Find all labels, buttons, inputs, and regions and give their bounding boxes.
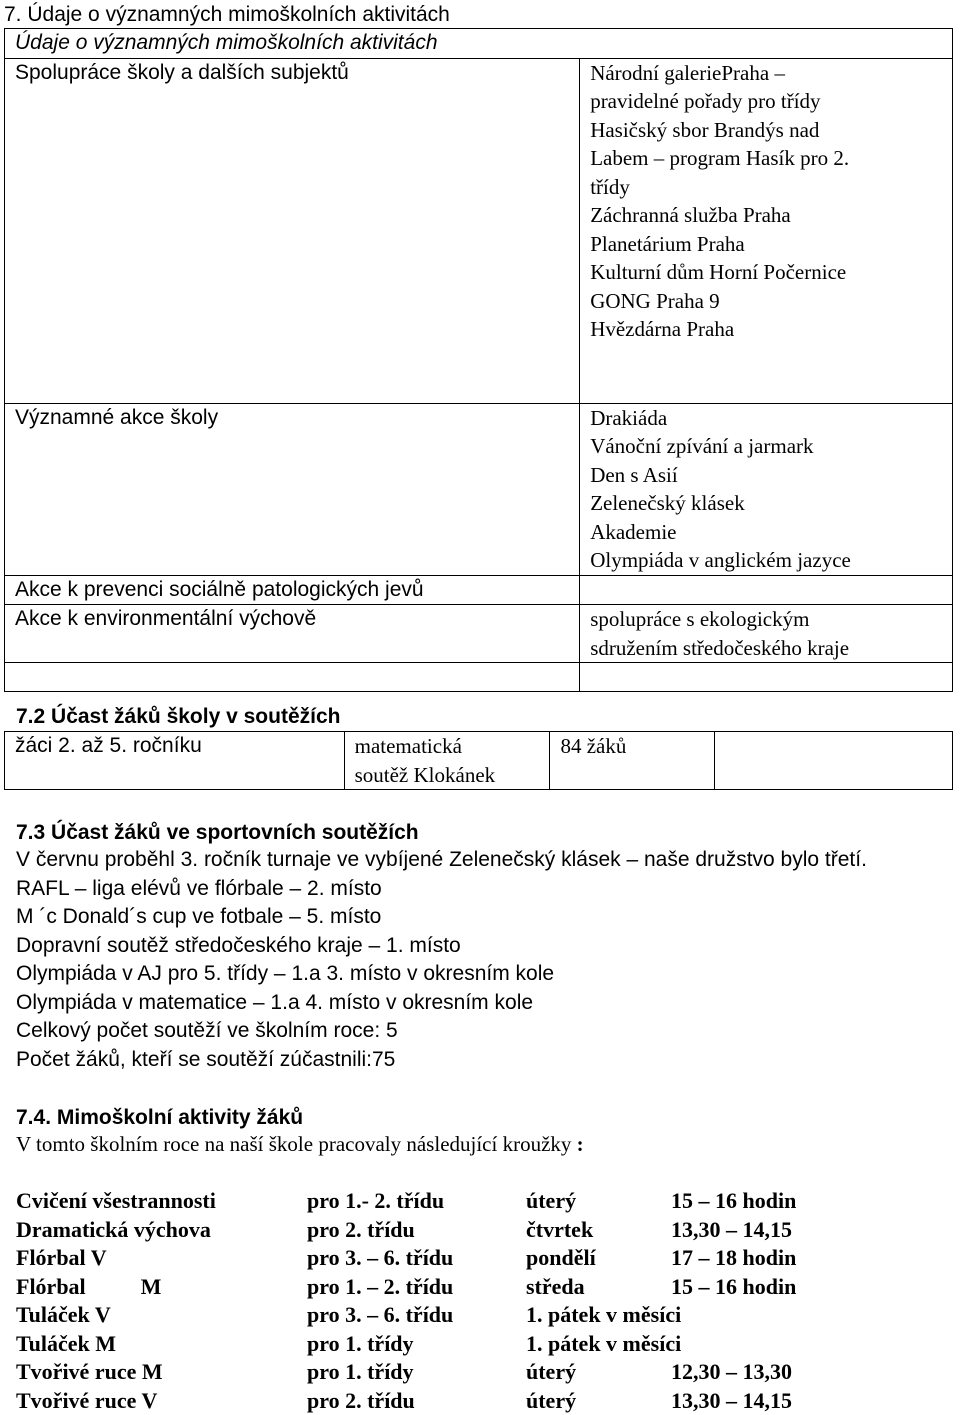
club-day: pondělí [526, 1244, 596, 1273]
club-name: Cvičení všestrannosti [16, 1187, 216, 1216]
clubs-intro [16, 1130, 584, 1159]
list-item: GONG Praha 9 [590, 287, 952, 316]
environment-list [580, 605, 953, 663]
club-time: 13,30 – 14,15 [671, 1216, 792, 1245]
list-item: Záchranná služba Praha [590, 201, 952, 230]
table-caption-row [5, 29, 953, 59]
row-label: Akce k prevenci sociálně patologických jevů [5, 575, 580, 605]
list-item: sdružením středočeského kraje [590, 634, 952, 663]
club-name: Tvořivé ruce M [16, 1358, 163, 1387]
empty-cell [715, 732, 953, 790]
club-class: pro 3. – 6. třídu [307, 1244, 453, 1273]
club-time: 15 – 16 hodin [671, 1273, 796, 1302]
club-name: Flórbal V [16, 1244, 107, 1273]
row-label: Významné akce školy [5, 403, 580, 575]
pupil-count: 84 žáků [550, 732, 715, 790]
club-day: úterý [526, 1358, 576, 1387]
competitions-table [4, 731, 953, 790]
club-time: 13,30 – 14,15 [671, 1387, 792, 1415]
section-74-heading: 7.4. Mimoškolní aktivity žáků [16, 1105, 303, 1131]
sports-results [16, 846, 867, 1074]
clubs-intro-block [16, 1130, 584, 1159]
club-class: pro 1.- 2. třídu [307, 1187, 444, 1216]
table-row [5, 575, 953, 605]
club-day: čtvrtek [526, 1216, 593, 1245]
section-72-heading: 7.2 Účast žáků školy v soutěžích [16, 704, 340, 730]
club-day: úterý [526, 1187, 576, 1216]
row-label: Spolupráce školy a dalších subjektů [5, 58, 580, 403]
result-line: V červnu proběhl 3. ročník turnaje ve vybíjené Zelenečský klásek – naše družstvo bylo třetí. [16, 846, 867, 875]
list-item: Národní galeriePraha – [590, 59, 952, 88]
prevention-cell [580, 575, 953, 605]
list-item: Olympiáda v anglickém jazyce [590, 546, 952, 575]
list-item: Drakiáda [590, 404, 952, 433]
events-list [580, 403, 953, 575]
result-line: Olympiáda v AJ pro 5. třídy – 1.a 3. místo v okresním kole [16, 960, 867, 989]
section-73-heading: 7.3 Účast žáků ve sportovních soutěžích [16, 820, 419, 846]
result-line: M ´c Donald´s cup ve fotbale – 5. místo [16, 903, 867, 932]
club-time: 15 – 16 hodin [671, 1187, 796, 1216]
contest-name [344, 732, 550, 790]
table-row [5, 403, 953, 575]
list-item: spolupráce s ekologickým [590, 605, 952, 634]
list-item: Zelenečský klásek [590, 489, 952, 518]
club-time: 17 – 18 hodin [671, 1244, 796, 1273]
activities-table [4, 28, 953, 692]
club-class: pro 1. třídy [307, 1358, 414, 1387]
club-class: pro 3. – 6. třídu [307, 1301, 453, 1330]
list-item: Hvězdárna Praha [590, 315, 952, 344]
list-item: Kulturní dům Horní Počernice [590, 258, 952, 287]
result-line: Celkový počet soutěží ve školním roce: 5 [16, 1017, 867, 1046]
club-name: Tvořivé ruce V [16, 1387, 157, 1415]
list-item: Vánoční zpívání a jarmark [590, 432, 952, 461]
club-day: úterý [526, 1387, 576, 1415]
clubs-intro-colon: : [577, 1132, 584, 1156]
list-item: Hasičský sbor Brandýs nad [590, 116, 952, 145]
club-class: pro 2. třídu [307, 1387, 415, 1415]
result-line: Počet žáků, kteří se soutěží zúčastnili:75 [16, 1046, 867, 1075]
list-item: třídy [590, 173, 952, 202]
contest-name-line: soutěž Klokánek [355, 761, 550, 790]
list-item: Den s Asií [590, 461, 952, 490]
list-item: Planetárium Praha [590, 230, 952, 259]
club-class: pro 1. třídy [307, 1330, 414, 1359]
club-time: 12,30 – 13,30 [671, 1358, 792, 1387]
table-row [5, 663, 953, 692]
clubs-intro-text: V tomto školním roce na naší škole pracovaly následující kroužky [16, 1132, 577, 1156]
table-row [5, 605, 953, 663]
club-class: pro 2. třídu [307, 1216, 415, 1245]
result-line: Olympiáda v matematice – 1.a 4. místo v okresním kole [16, 989, 867, 1018]
empty-cell [5, 663, 580, 692]
club-name: Dramatická výchova [16, 1216, 211, 1245]
contest-name-line: matematická [355, 732, 550, 761]
list-item: Labem – program Hasík pro 2. [590, 144, 952, 173]
empty-cell [580, 663, 953, 692]
club-day: 1. pátek v měsíci [526, 1301, 681, 1330]
section-7-heading: 7. Údaje o významných mimoškolních aktivitách [4, 2, 450, 28]
cooperation-list [580, 58, 953, 403]
table-row [5, 58, 953, 403]
club-class: pro 1. – 2. třídu [307, 1273, 453, 1302]
club-name: Flórbal M [16, 1273, 161, 1302]
table-row [5, 732, 953, 790]
list-item: Akademie [590, 518, 952, 547]
row-label: Akce k environmentální výchově [5, 605, 580, 663]
club-day: 1. pátek v měsíci [526, 1330, 681, 1359]
club-day: středa [526, 1273, 585, 1302]
list-item: pravidelné pořady pro třídy [590, 87, 952, 116]
table-caption: Údaje o významných mimoškolních aktivitách [5, 29, 953, 59]
result-line: Dopravní soutěž středočeského kraje – 1. místo [16, 932, 867, 961]
club-name: Tuláček M [16, 1330, 116, 1359]
result-line: RAFL – liga elévů ve flórbale – 2. místo [16, 875, 867, 904]
pupil-group: žáci 2. až 5. ročníku [5, 732, 345, 790]
club-name: Tuláček V [16, 1301, 111, 1330]
